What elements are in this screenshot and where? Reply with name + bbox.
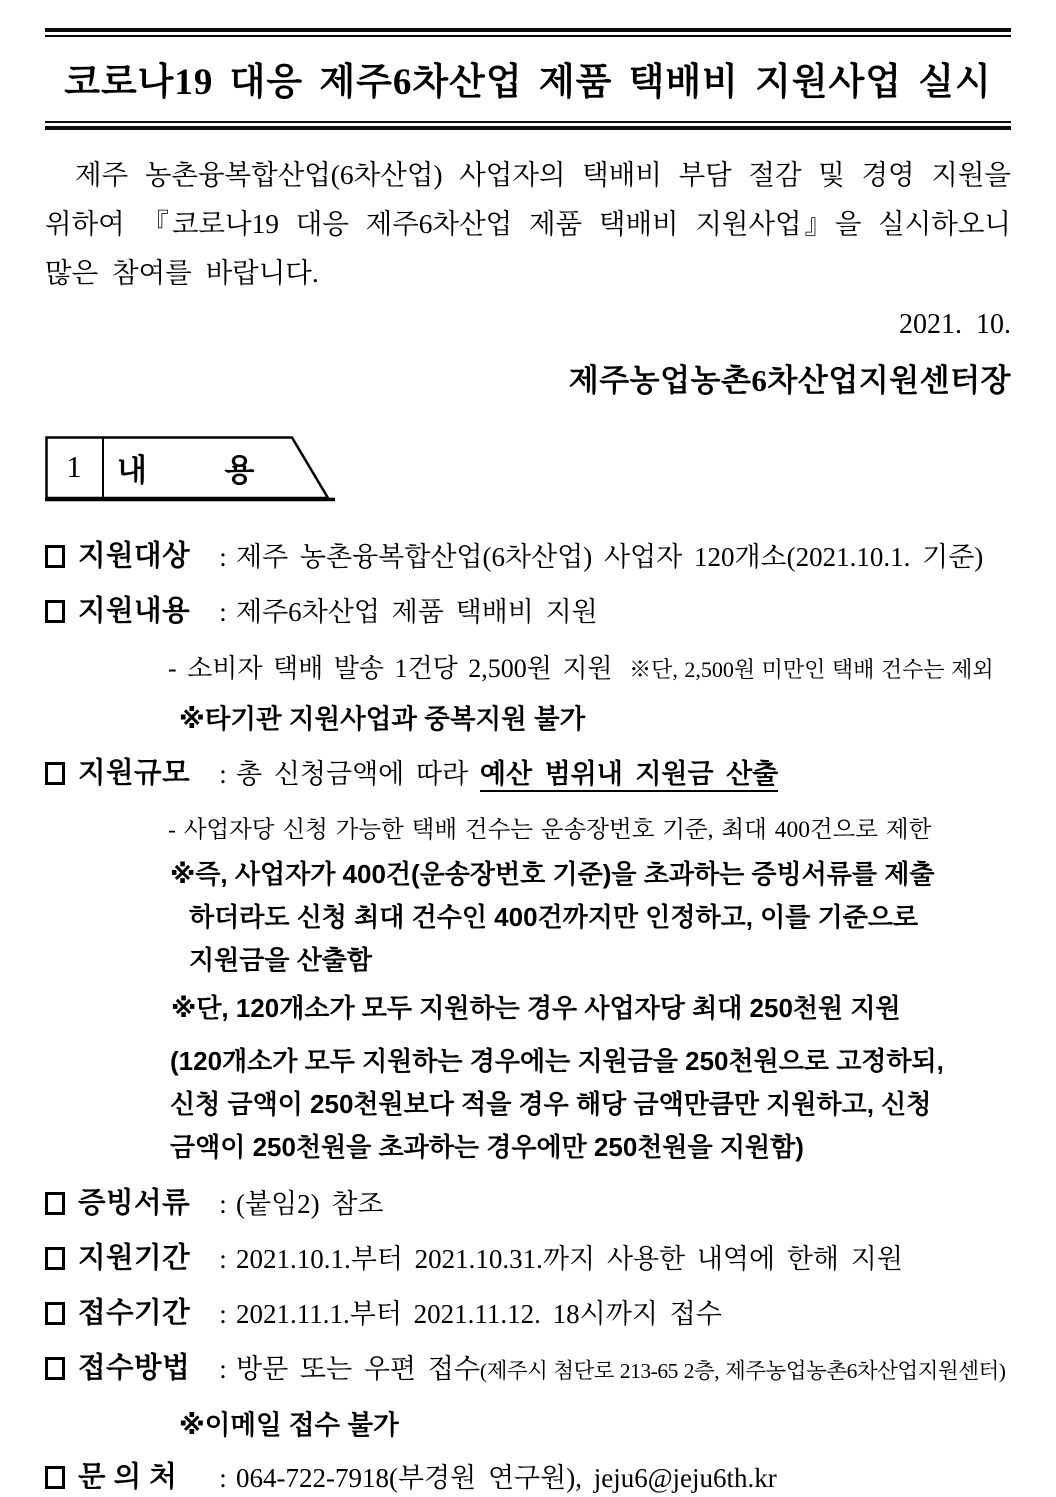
item-label: 접수방법	[78, 1353, 191, 1384]
item-colon: :	[219, 1463, 227, 1493]
dash-text: - 소비자 택배 발송 1건당 2,500원 지원	[168, 654, 613, 683]
item-contact	[45, 1459, 1011, 1497]
item-value: (붙임2) 참조	[236, 1189, 384, 1219]
checkbox-icon	[45, 1350, 78, 1380]
scale-note1-line1: ※즉, 사업자가 400건(운송장번호 기준)을 초과하는 증빙서류를 제출	[170, 859, 935, 889]
section-number: 1	[66, 449, 82, 484]
scale-note1-line3: 지원금을 산출함	[189, 945, 373, 975]
item-label: 지원대상	[78, 541, 191, 572]
title-block	[45, 28, 1011, 130]
section-title: 내 용	[117, 452, 255, 488]
scale-paren-line3: 금액이 250천원을 초과하는 경우에만 250천원을 지원함)	[170, 1132, 804, 1162]
checkbox-icon	[45, 755, 78, 785]
scale-paren-line1: (120개소가 모두 지원하는 경우에는 지원금을 250천원으로 고정하되,	[170, 1046, 944, 1076]
item-apply-method	[45, 1350, 1011, 1390]
item-colon: :	[219, 1354, 227, 1384]
item-value	[236, 755, 1011, 793]
title-top-rule	[45, 28, 1011, 37]
item-value: 제주 농촌융복합산업(6차산업) 사업자 120개소(2021.10.1. 기준)	[236, 542, 984, 572]
scale-dash-line: - 사업자당 신청 가능한 택배 건수는 운송장번호 기준, 최대 400건으로 제한	[168, 817, 932, 843]
item-value: 064-722-7918(부경원 연구원), jeju6@jeju6th.kr	[236, 1463, 777, 1493]
document-date: 2021. 10.	[899, 309, 1011, 340]
document-title: 코로나19 대응 제주6차산업 제품 택배비 지원사업 실시	[64, 62, 992, 103]
item-list	[45, 538, 1011, 1497]
content-dash-line	[168, 648, 1011, 685]
item-value: 제주6차산업 제품 택배비 지원	[236, 597, 598, 627]
intro-paragraph: 제주 농촌융복합산업(6차산업) 사업자의 택배비 부담 절감 및 경영 지원을 위하여 『코로나19 대응 제주6차산업 제품 택배비 지원사업』을 실시하오니 많은 참여를 바랍니다.	[45, 159, 1011, 288]
item-label: 지원내용	[78, 596, 191, 627]
item-label: 접수기간	[78, 1298, 191, 1329]
item-label: 증빙서류	[78, 1188, 191, 1219]
item-support-content	[45, 593, 1011, 631]
title-bottom-rule	[45, 121, 1011, 130]
item-value: 2021.11.1.부터 2021.11.12. 18시까지 접수	[236, 1299, 722, 1329]
scale-note1-line2: 하더라도 신청 최대 건수인 400건까지만 인정하고, 이를 기준으로	[189, 902, 919, 932]
checkbox-icon	[45, 1295, 78, 1325]
apply-method-text: 방문 또는 우편 접수	[236, 1354, 480, 1384]
item-value	[236, 1350, 1011, 1390]
item-support-period	[45, 1240, 1011, 1278]
checkbox-icon	[45, 538, 78, 568]
scale-emphasis: 예산 범위내 지원금 산출	[480, 759, 778, 792]
email-note: ※이메일 접수 불가	[179, 1410, 399, 1440]
scale-paren-line2: 신청 금액이 250천원보다 적을 경우 해당 금액만큼만 지원하고, 신청	[170, 1089, 932, 1119]
checkbox-icon	[45, 593, 78, 623]
item-label: 지원규모	[78, 758, 191, 789]
item-colon: :	[219, 542, 227, 572]
checkbox-icon	[45, 1240, 78, 1270]
dash-note: ※단, 2,500원 미만인 택배 건수는 제외	[629, 657, 994, 682]
no-duplicate-note: ※타기관 지원사업과 중복지원 불가	[179, 704, 586, 734]
item-colon: :	[219, 1189, 227, 1219]
item-colon: :	[219, 1244, 227, 1274]
signature: 제주농업농촌6차산업지원센터장	[568, 363, 1011, 398]
checkbox-icon	[45, 1185, 78, 1215]
item-support-scale	[45, 755, 1011, 793]
item-value: 2021.10.1.부터 2021.10.31.까지 사용한 내역에 한해 지원	[236, 1244, 903, 1274]
apply-method-address: (제주시 첨단로 213-65 2층, 제주농업농촌6차산업지원센터)	[479, 1359, 1006, 1383]
item-colon: :	[219, 1299, 227, 1329]
item-label: 문 의 처	[78, 1462, 178, 1493]
scale-paren-block	[45, 1040, 1011, 1169]
checkbox-icon	[45, 1459, 78, 1489]
scale-note2: ※단, 120개소가 모두 지원하는 경우 사업자당 최대 250천원 지원	[171, 993, 901, 1023]
scale-prefix: 총 신청금액에 따라	[236, 759, 469, 789]
item-colon: :	[219, 759, 227, 789]
item-apply-period	[45, 1295, 1011, 1333]
item-support-target	[45, 538, 1011, 576]
item-evidence-docs	[45, 1185, 1011, 1223]
item-colon: :	[219, 597, 227, 627]
item-label: 지원기간	[78, 1243, 191, 1274]
section-header	[45, 436, 335, 502]
